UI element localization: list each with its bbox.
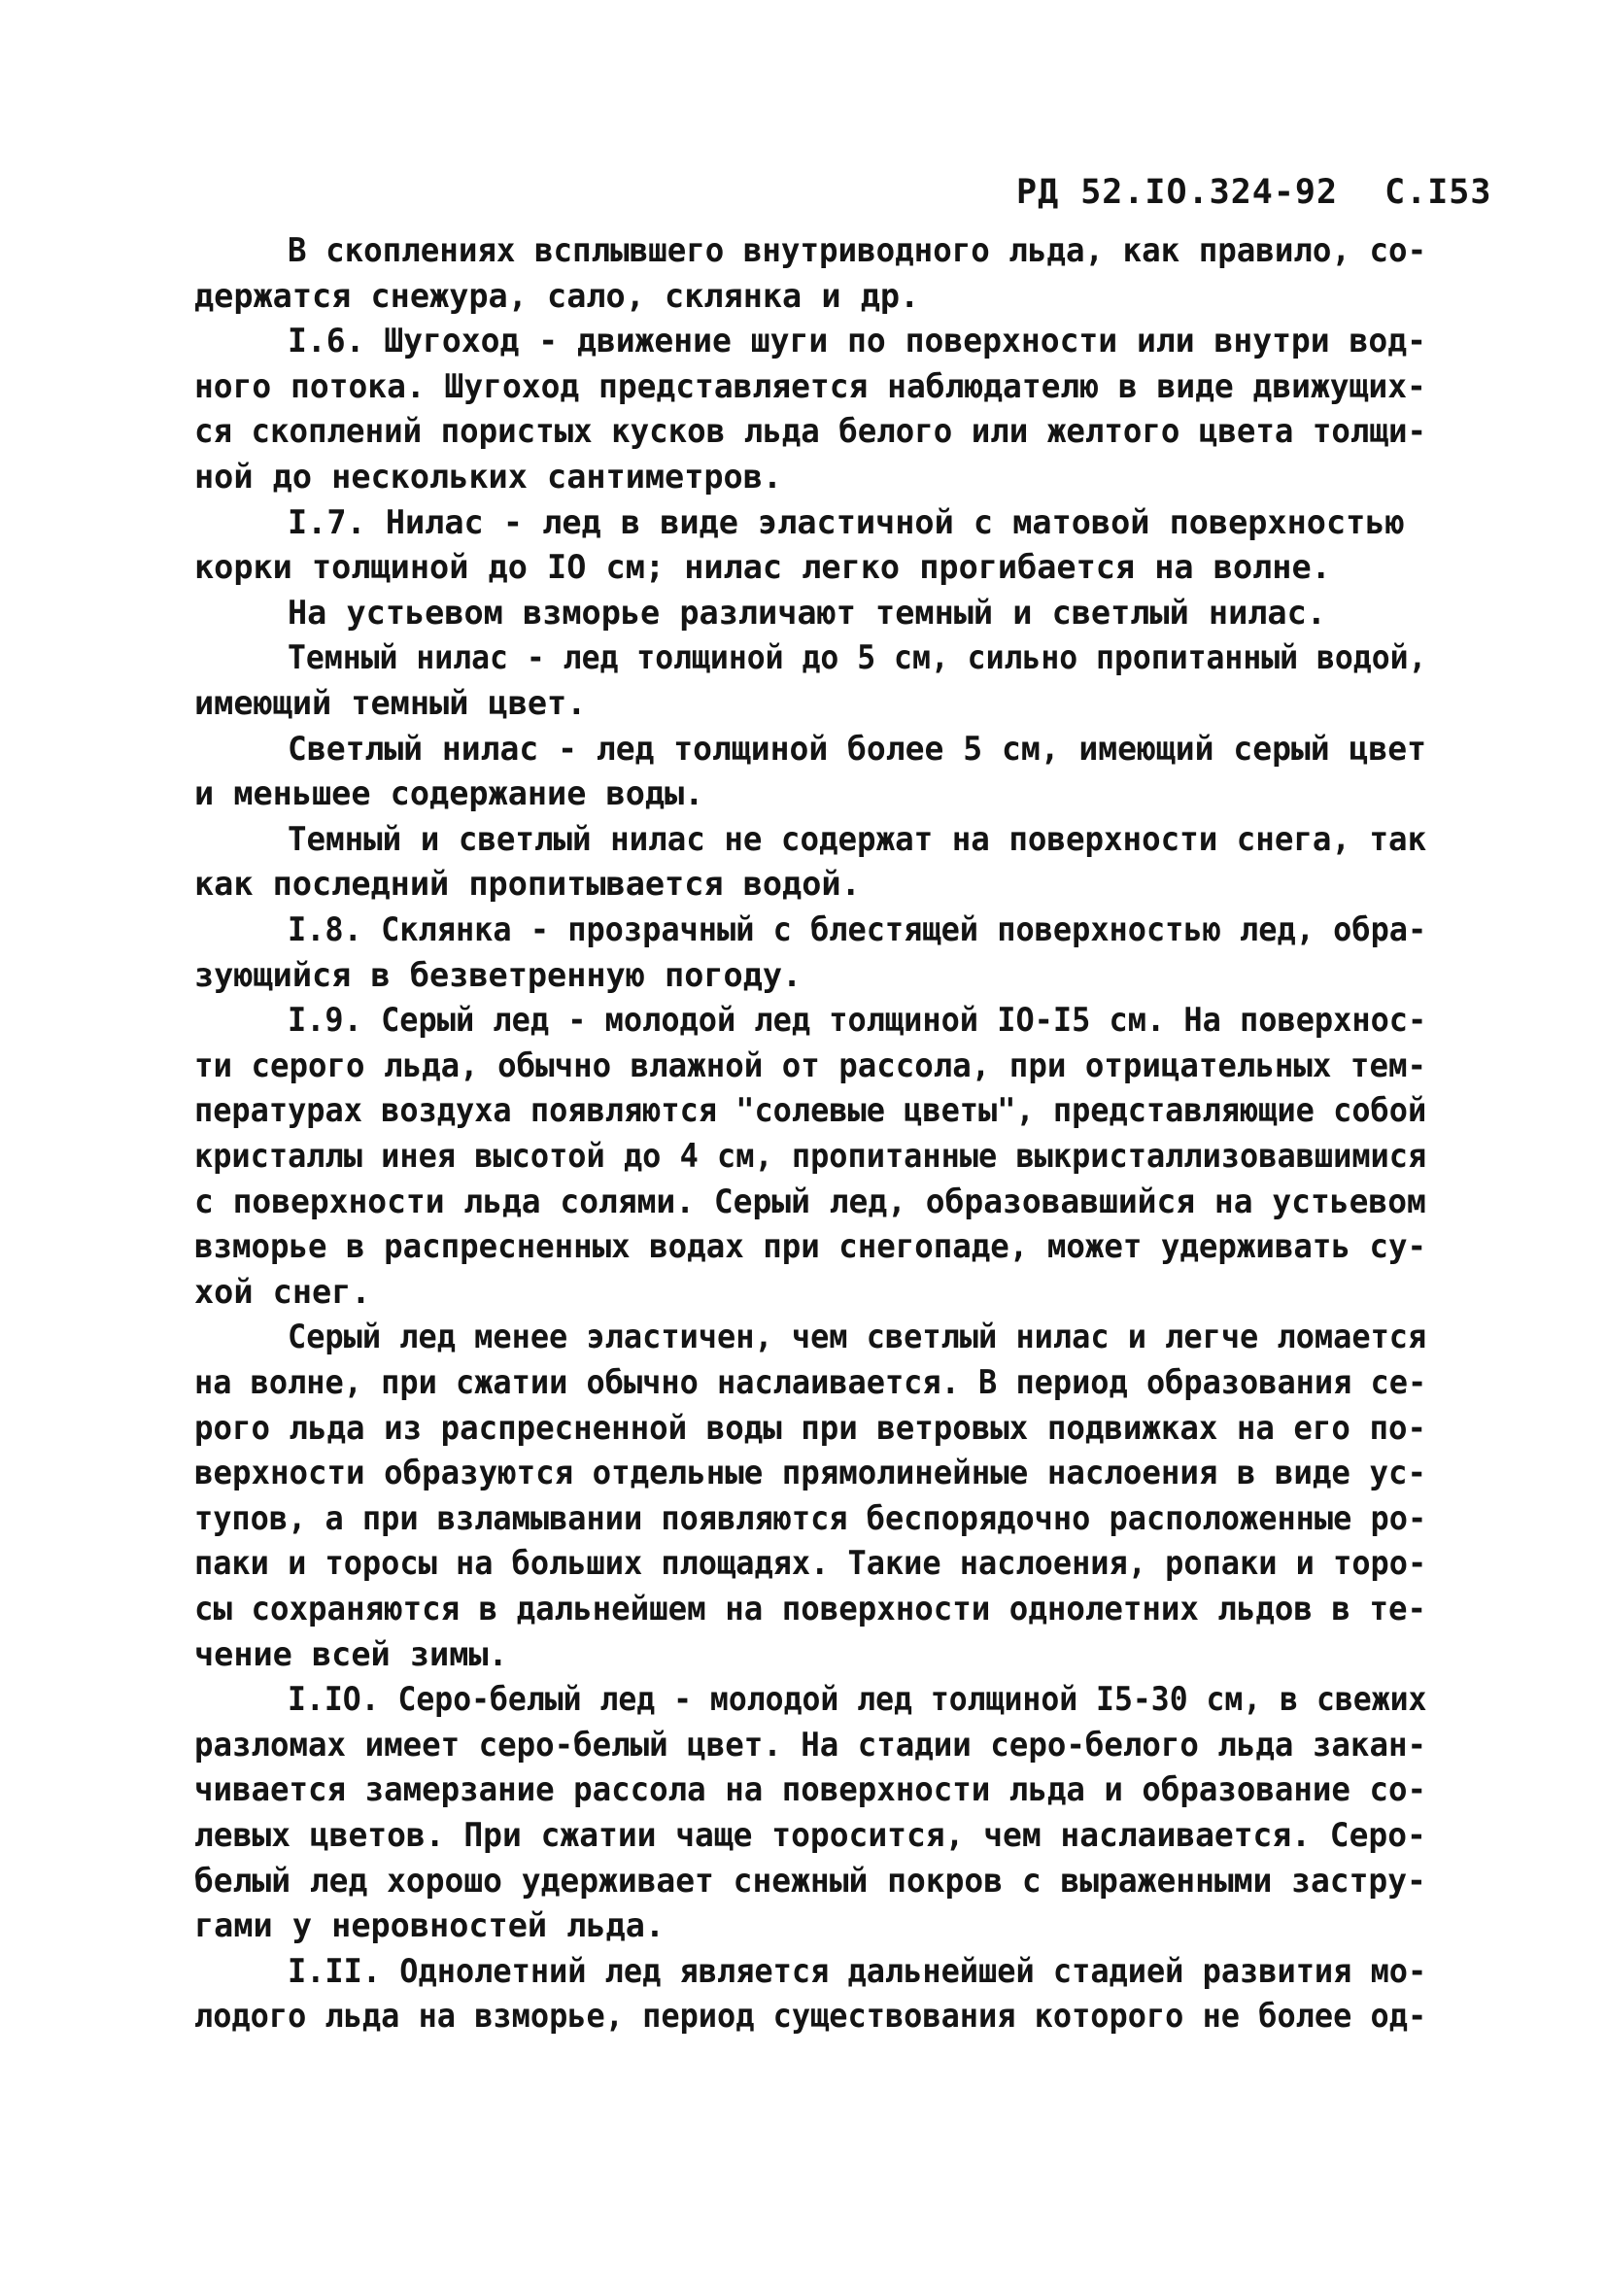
text-line: и меньшее содержание воды.	[194, 774, 704, 813]
text-line: I.6. Шугоход - движение шуги по поверхности или внутри вод-	[288, 322, 1427, 360]
text-line: разломах имеет серо-белый цвет. На стадии серо-белого льда закан-	[194, 1725, 1426, 1764]
text-line: I.II. Однолетний лед является дальнейшей стадией развития мо-	[288, 1951, 1427, 1990]
text-line: I.8. Склянка - прозрачный с блестящей поверхностью лед, обра-	[288, 910, 1427, 948]
text-line: держатся снежура, сало, склянка и др.	[194, 276, 920, 315]
text-line: хой снег.	[194, 1272, 371, 1311]
text-line: гами у неровностей льда.	[194, 1906, 666, 1945]
text-line: как последний пропитывается водой.	[194, 865, 861, 904]
text-line: чение всей зимы.	[194, 1634, 508, 1673]
text-line: ного потока. Шугоход представляется наблюдателю в виде движущих-	[194, 366, 1426, 405]
text-line: ной до нескольких сантиметров.	[194, 458, 783, 496]
text-line: имеющий темный цвет.	[194, 684, 587, 722]
text-line: белый лед хорошо удерживает снежный покров с выраженными застру-	[194, 1861, 1426, 1900]
text-line: на волне, при сжатии обычно наслаивается. В период образования се-	[194, 1363, 1427, 1401]
text-line: верхности образуются отдельные прямолинейные наслоения в виде ус-	[194, 1454, 1426, 1492]
text-line: зующийся в безветренную погоду.	[194, 955, 803, 994]
text-line: корки толщиной до IO см; нилас легко прогибается на волне.	[194, 548, 1331, 587]
text-line: кристаллы инея высотой до 4 см, пропитанные выкристаллизовавшимися	[194, 1137, 1427, 1175]
text-line: Светлый нилас - лед толщиной более 5 см, имеющий серый цвет	[288, 729, 1427, 768]
document-code: РД 52.IO.324-92	[1016, 173, 1339, 212]
text-line: Серый лед менее эластичен, чем светлый нилас и легче ломается	[288, 1318, 1427, 1356]
page-number: С.I53	[1384, 173, 1492, 212]
text-line: Темный и светлый нилас не содержат на поверхности снега, так	[288, 819, 1427, 858]
text-line: рого льда из распресненной воды при ветровых подвижках на его по-	[194, 1408, 1426, 1447]
text-line: В скоплениях всплывшего внутриводного льда, как правило, со-	[288, 231, 1427, 269]
text-line: пературах воздуха появляются "солевые цветы", представляющие собой	[194, 1091, 1427, 1130]
text-line: лодого льда на взморье, период существования которого не более од-	[194, 1997, 1427, 2036]
text-line: На устьевом взморье различают темный и светлый нилас.	[288, 593, 1326, 632]
text-line: I.7. Нилас - лед в виде эластичной с матовой поверхностью	[288, 502, 1405, 541]
text-line: чивается замерзание рассола на поверхности льда и образование со-	[194, 1770, 1426, 1809]
text-line: I.IO. Серо-белый лед - молодой лед толщиной I5-30 см, в свежих	[288, 1680, 1427, 1719]
text-line: I.9. Серый лед - молодой лед толщиной IO-I5 см. На поверхнос-	[288, 1001, 1427, 1040]
page-header	[1016, 173, 1491, 212]
text-line: паки и торосы на больших площадях. Такие наслоения, ропаки и торо-	[194, 1544, 1427, 1583]
text-line: тупов, а при взламывании появляются беспорядочно расположенные ро-	[194, 1498, 1427, 1537]
text-line: с поверхности льда солями. Серый лед, образовавшийся на устьевом	[194, 1182, 1426, 1220]
text-line: Темный нилас - лед толщиной до 5 см, сильно пропитанный водой,	[288, 638, 1427, 677]
text-line: ти серого льда, обычно влажной от рассола, при отрицательных тем-	[194, 1045, 1426, 1084]
text-line: ся скоплений пористых кусков льда белого или желтого цвета толщи-	[194, 412, 1426, 451]
text-line: взморье в распресненных водах при снегопаде, может удерживать су-	[194, 1227, 1426, 1266]
text-line: сы сохраняются в дальнейшем на поверхности однолетних льдов в те-	[194, 1590, 1426, 1628]
text-line: левых цветов. При сжатии чаще торосится, чем наслаивается. Серо-	[194, 1816, 1426, 1854]
